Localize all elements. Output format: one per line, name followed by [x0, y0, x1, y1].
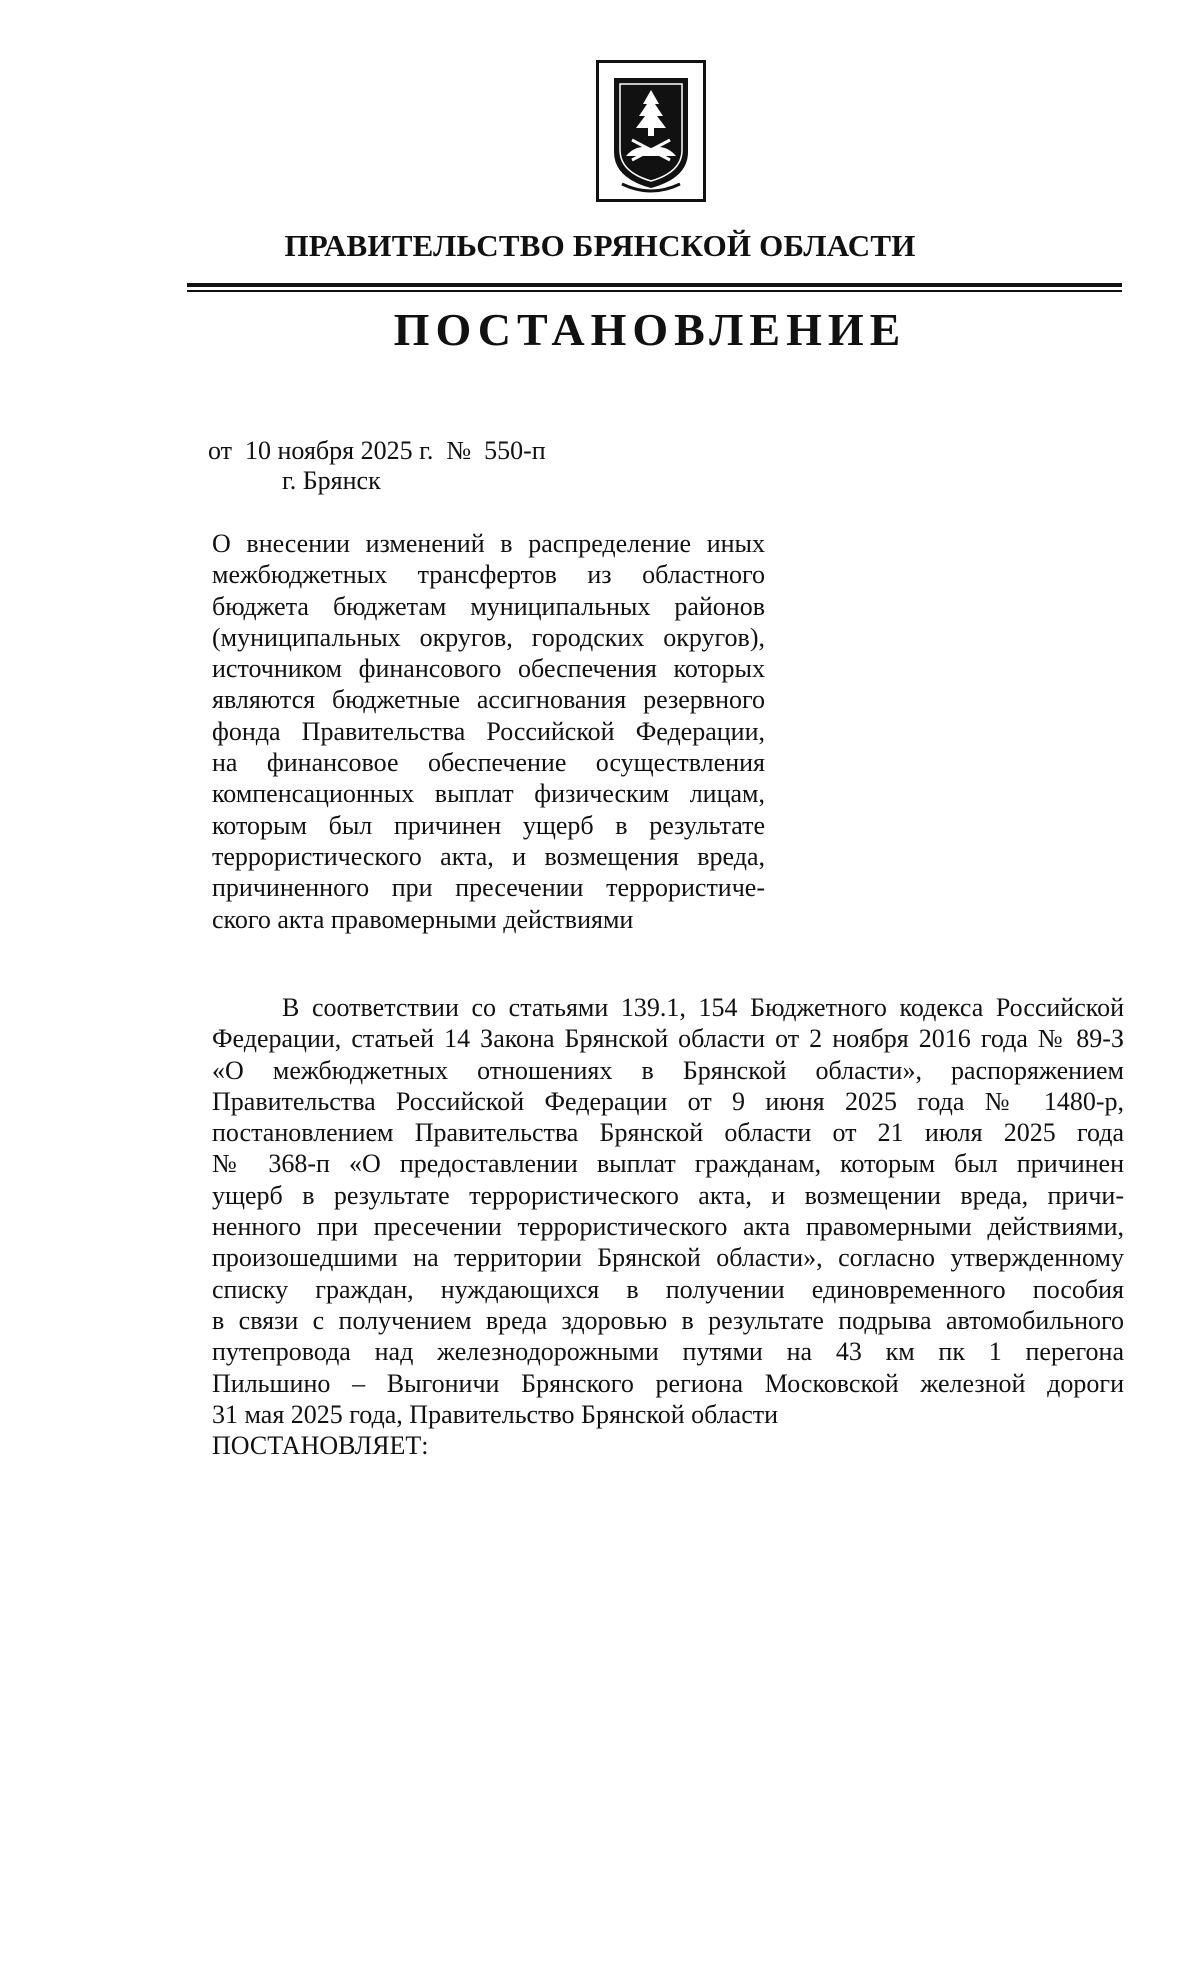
document-city: г. Брянск	[282, 466, 381, 495]
subject-line: компенсационных выплат физическим лицам,	[212, 779, 765, 809]
decree-word: ПОСТАНОВЛЯЕТ:	[212, 1431, 429, 1461]
organization-title: ПРАВИТЕЛЬСТВО БРЯНСКОЙ ОБЛАСТИ	[284, 228, 916, 263]
subject-line: которым был причинен ущерб в результате	[212, 810, 765, 840]
subject-line: террористического акта, и возмещения вреда,	[212, 841, 765, 871]
body-line: произошедшими на территории Брянской области», согласно утвержденному	[212, 1243, 1124, 1273]
subject-line: ского акта правомерными действиями	[212, 904, 634, 934]
document-subject	[212, 528, 765, 935]
body-line: Федерации, статьей 14 Закона Брянской области от 2 ноября 2016 года № 89-З	[212, 1024, 1124, 1054]
body-line: Пильшино – Выгоничи Брянского региона Московской железной дороги	[212, 1368, 1124, 1398]
subject-line: О внесении изменений в распределение иных	[212, 529, 765, 558]
body-line: 31 мая 2025 года, Правительство Брянской области	[212, 1399, 779, 1429]
subject-line: причиненного при пресечении террористиче-	[212, 873, 765, 903]
body-line: путепровода над железнодорожными путями на 43 км пк 1 перегона	[212, 1337, 1124, 1367]
body-line: «О межбюджетных отношениях в Брянской области», распоряжением	[212, 1055, 1124, 1085]
header-divider	[187, 283, 1122, 293]
body-line: № 368-п «О предоставлении выплат гражданам, которым был причинен	[212, 1149, 1124, 1179]
body-line: Правительства Российской Федерации от 9 июня 2025 года № 1480-р,	[212, 1086, 1124, 1116]
document-type-title: ПОСТАНОВЛЕНИЕ	[393, 304, 907, 355]
subject-line: (муниципальных округов, городских округов),	[212, 622, 765, 652]
body-line: списку граждан, нуждающихся в получении единовременного пособия	[212, 1274, 1124, 1304]
body-line: ущерб в результате террористического акта, и возмещении вреда, причи-	[212, 1180, 1124, 1210]
subject-line: источником финансового обеспечения которых	[212, 654, 765, 684]
subject-line: бюджета бюджетам муниципальных районов	[212, 591, 765, 621]
body-line: В соответствии со статьями 139.1, 154 Бюджетного кодекса Российской	[282, 993, 1124, 1022]
body-line: ненного при пресечении террористического акта правомерными действиями,	[212, 1212, 1124, 1242]
subject-line: на финансовое обеспечение осуществления	[212, 748, 765, 778]
document-date-number: от 10 ноября 2025 г. № 550-п	[208, 436, 546, 465]
subject-line: являются бюджетные ассигнования резервного	[212, 685, 765, 715]
subject-line: межбюджетных трансфертов из областного	[212, 560, 765, 590]
subject-line: фонда Правительства Российской Федерации,	[212, 716, 765, 746]
document-body	[212, 992, 1124, 1461]
body-line: постановлением Правительства Брянской области от 21 июля 2025 года	[212, 1118, 1124, 1148]
body-line: в связи с получением вреда здоровью в результате подрыва автомобильного	[212, 1305, 1124, 1335]
coat-of-arms-icon	[596, 60, 706, 202]
